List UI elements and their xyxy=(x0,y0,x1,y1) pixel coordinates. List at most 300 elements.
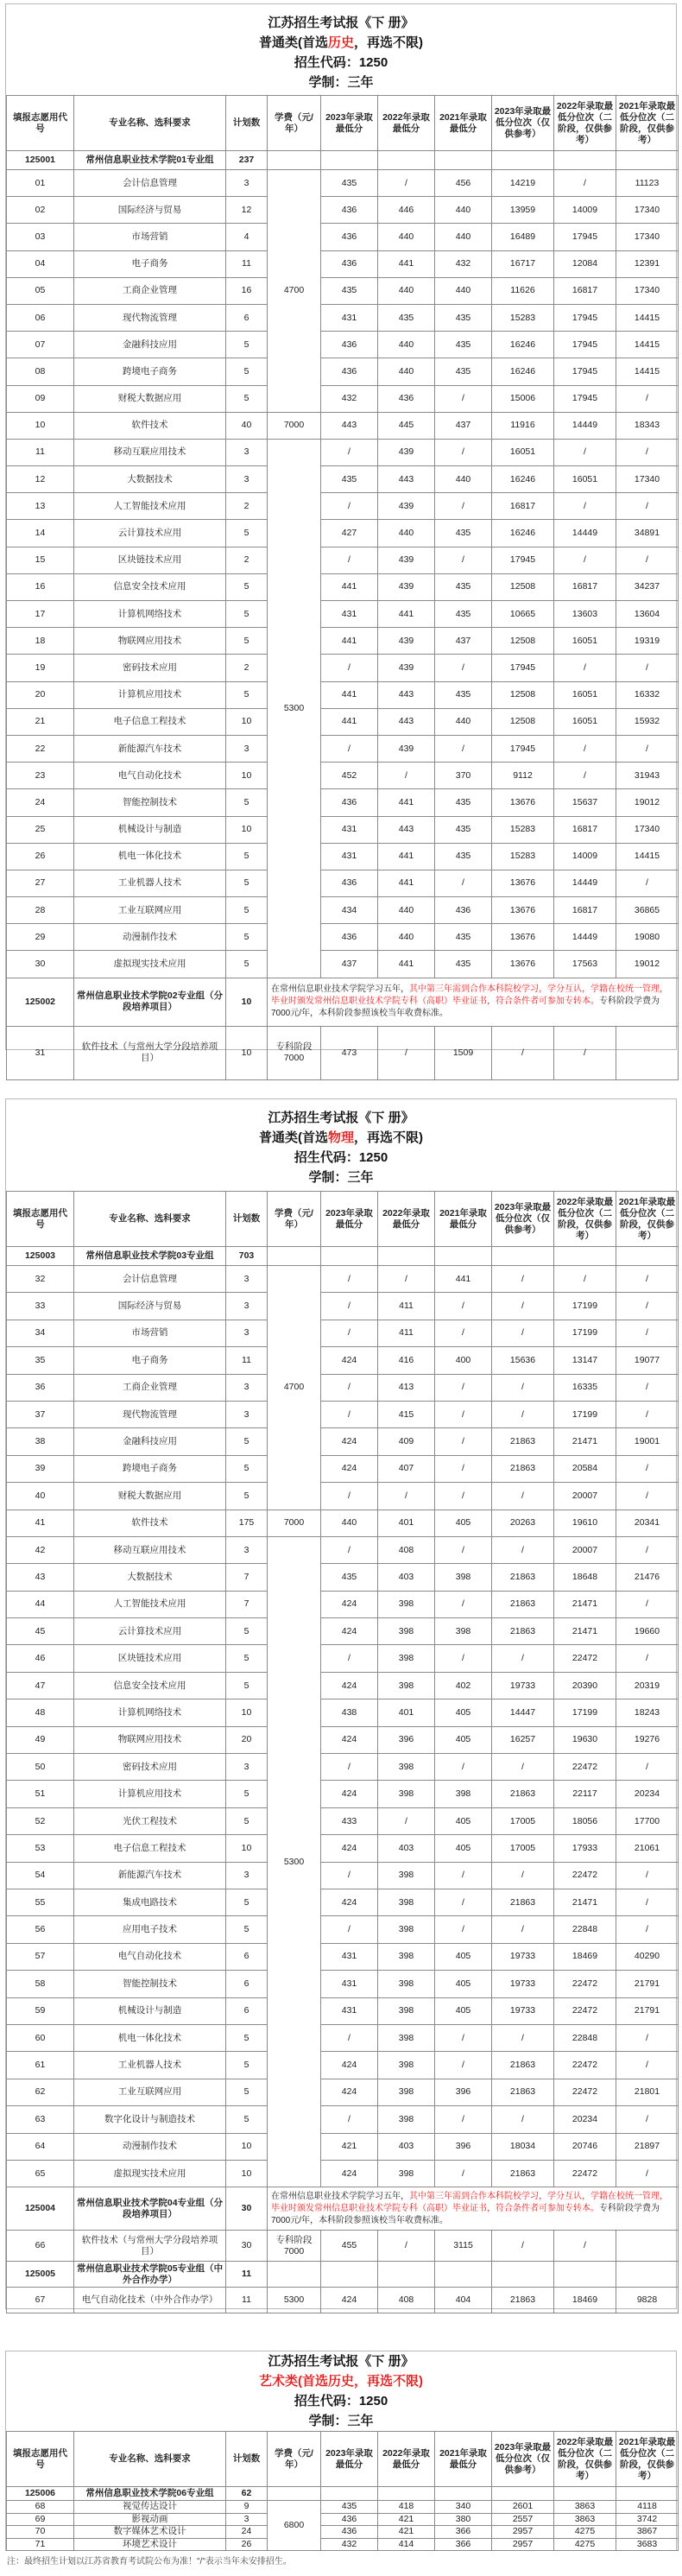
score-cell: 424 xyxy=(321,1835,378,1862)
major-name: 金融科技应用 xyxy=(74,332,226,358)
major-name: 动漫制作技术 xyxy=(74,924,226,951)
major-name: 机械设计与制造 xyxy=(74,1997,226,2024)
score-cell: 431 xyxy=(321,1997,378,2024)
empty-cell xyxy=(378,151,435,170)
plan-count: 10 xyxy=(226,1699,268,1726)
major-name: 信息安全技术应用 xyxy=(74,1672,226,1699)
major-name: 密码技术应用 xyxy=(74,1754,226,1781)
score-cell: 413 xyxy=(378,1374,435,1401)
major-name: 财税大数据应用 xyxy=(74,385,226,412)
plan-count: 5 xyxy=(226,1428,268,1455)
major-code: 18 xyxy=(7,628,74,655)
table-row xyxy=(7,1672,679,1699)
empty-cell xyxy=(435,151,492,170)
column-header: 计划数 xyxy=(226,1192,268,1247)
major-code: 24 xyxy=(7,789,74,816)
score-cell: 440 xyxy=(378,332,435,358)
score-cell: 20007 xyxy=(554,1536,616,1563)
plan-count: 5 xyxy=(226,1483,268,1510)
major-name: 财税大数据应用 xyxy=(74,1483,226,1510)
table-row xyxy=(7,1347,679,1374)
plan-count: 2 xyxy=(226,655,268,681)
score-cell: 3863 xyxy=(554,2501,616,2514)
score-cell: 436 xyxy=(321,2526,378,2539)
column-header: 计划数 xyxy=(226,2432,268,2487)
major-code: 52 xyxy=(7,1807,74,1834)
score-cell: 22117 xyxy=(554,1781,616,1807)
score-cell: 13676 xyxy=(492,789,554,816)
column-header: 2023年录取最低分位次（仅供参考） xyxy=(492,1192,554,1247)
major-name: 密码技术应用 xyxy=(74,655,226,681)
score-cell: 20390 xyxy=(554,1672,616,1699)
score-cell: / xyxy=(492,1293,554,1320)
major-name: 应用电子技术 xyxy=(74,1916,226,1943)
score-cell: 440 xyxy=(378,520,435,547)
score-cell: 443 xyxy=(378,681,435,708)
score-cell: / xyxy=(321,655,378,681)
score-cell: / xyxy=(616,1266,679,1293)
score-cell: 407 xyxy=(378,1455,435,1482)
table-row xyxy=(7,439,679,465)
score-cell: / xyxy=(435,493,492,520)
empty-cell xyxy=(554,2262,616,2288)
score-cell: 17340 xyxy=(616,277,679,304)
score-cell: 16257 xyxy=(492,1726,554,1753)
plan-count: 5 xyxy=(226,897,268,924)
score-cell: 14219 xyxy=(492,170,554,197)
tuition-fee: 5300 xyxy=(268,1536,321,2187)
score-cell: 16717 xyxy=(492,250,554,277)
score-cell: 440 xyxy=(435,466,492,493)
plan-count: 5 xyxy=(226,2106,268,2133)
score-cell: 21863 xyxy=(492,1455,554,1482)
major-code: 46 xyxy=(7,1645,74,1672)
score-cell: 19080 xyxy=(616,924,679,951)
major-code: 68 xyxy=(7,2501,74,2514)
score-cell: 435 xyxy=(435,573,492,600)
score-cell: / xyxy=(435,870,492,896)
score-cell: 441 xyxy=(378,951,435,978)
score-cell: / xyxy=(616,493,679,520)
score-cell: 411 xyxy=(378,1293,435,1320)
score-cell: / xyxy=(435,1483,492,1510)
column-header: 2021年录取最低分 xyxy=(435,2432,492,2487)
major-name: 虚拟现实技术应用 xyxy=(74,2160,226,2187)
column-header: 填报志愿用代号 xyxy=(7,1192,74,1247)
score-cell: / xyxy=(492,1536,554,1563)
major-name: 工商企业管理 xyxy=(74,1374,226,1401)
plan-count: 3 xyxy=(226,439,268,465)
empty-cell xyxy=(321,2262,378,2288)
score-cell: 11916 xyxy=(492,412,554,439)
group-name: 常州信息职业技术学院06专业组 xyxy=(74,2487,226,2501)
major-code: 34 xyxy=(7,1320,74,1346)
score-cell: 16817 xyxy=(554,573,616,600)
major-name: 电子信息工程技术 xyxy=(74,708,226,735)
score-cell: / xyxy=(435,1455,492,1482)
group-note xyxy=(268,2187,679,2231)
score-cell: 405 xyxy=(435,1997,492,2024)
score-cell: 15283 xyxy=(492,843,554,870)
score-cell: / xyxy=(321,1862,378,1889)
plan-count: 5 xyxy=(226,1455,268,1482)
empty-cell xyxy=(616,151,679,170)
major-name: 智能控制技术 xyxy=(74,789,226,816)
table-row xyxy=(7,1320,679,1346)
score-cell: 436 xyxy=(321,2513,378,2526)
major-name: 机电一体化技术 xyxy=(74,843,226,870)
score-cell: 22472 xyxy=(554,1754,616,1781)
score-cell: 436 xyxy=(378,385,435,412)
note-text: 在常州信息职业技术学院学习五年， xyxy=(271,2191,409,2201)
score-cell: 434 xyxy=(321,897,378,924)
score-cell: / xyxy=(554,735,616,762)
empty-cell xyxy=(321,151,378,170)
table-row xyxy=(7,1455,679,1482)
note-highlight: 其中第三年需到合作本科院校学习，学分互认，学籍在校统一管理，毕业时颁发常州信息职业技术学院专科（高职）毕业证书，符合条件者可参加专转本。 xyxy=(271,984,668,1007)
score-cell: / xyxy=(321,1916,378,1943)
score-cell: 435 xyxy=(321,170,378,197)
major-code: 65 xyxy=(7,2160,74,2187)
column-header: 填报志愿用代号 xyxy=(7,96,74,151)
major-code: 07 xyxy=(7,332,74,358)
empty-cell xyxy=(378,2487,435,2501)
table-row xyxy=(7,1510,679,1536)
score-cell: 405 xyxy=(435,1943,492,1970)
major-code: 31 xyxy=(7,1026,74,1079)
score-cell: / xyxy=(435,1862,492,1889)
score-cell: 440 xyxy=(378,924,435,951)
score-cell: 403 xyxy=(378,1835,435,1862)
score-cell: 16051 xyxy=(554,681,616,708)
score-cell: 13676 xyxy=(492,897,554,924)
table-row xyxy=(7,304,679,331)
column-header: 2022年录取最低分位次（二阶段，仅供参考） xyxy=(554,2432,616,2487)
score-cell: 405 xyxy=(435,1807,492,1834)
score-cell: 17199 xyxy=(554,1401,616,1427)
major-code: 59 xyxy=(7,1997,74,2024)
score-cell: 435 xyxy=(435,358,492,385)
score-cell: 403 xyxy=(378,2133,435,2160)
score-cell: / xyxy=(492,1320,554,1346)
major-name: 软件技术 xyxy=(74,1510,226,1536)
header-row xyxy=(7,96,679,151)
score-cell: 9828 xyxy=(616,2288,679,2313)
table-row xyxy=(7,2133,679,2160)
score-cell: / xyxy=(435,439,492,465)
plan-count: 10 xyxy=(226,708,268,735)
score-cell: 439 xyxy=(378,735,435,762)
score-cell: / xyxy=(554,2231,616,2262)
score-cell: / xyxy=(554,655,616,681)
table-row xyxy=(7,1564,679,1591)
table-row xyxy=(7,2538,679,2551)
major-code: 66 xyxy=(7,2231,74,2262)
score-cell: 438 xyxy=(321,1699,378,1726)
score-cell: 21801 xyxy=(616,2079,679,2105)
empty-cell xyxy=(616,2262,679,2288)
score-cell: / xyxy=(616,1645,679,1672)
score-cell: 16246 xyxy=(492,520,554,547)
score-cell: / xyxy=(492,1374,554,1401)
score-cell: 21863 xyxy=(492,1781,554,1807)
plan-count: 5 xyxy=(226,332,268,358)
score-cell: 366 xyxy=(435,2538,492,2551)
score-cell: 409 xyxy=(378,1428,435,1455)
plan-count: 5 xyxy=(226,951,268,978)
score-cell: 20319 xyxy=(616,1672,679,1699)
score-cell: 16246 xyxy=(492,466,554,493)
major-name: 人工智能技术应用 xyxy=(74,493,226,520)
plan-count: 9 xyxy=(226,2501,268,2514)
score-cell: 439 xyxy=(378,547,435,573)
plan-count: 3 xyxy=(226,466,268,493)
plan-count: 3 xyxy=(226,1862,268,1889)
score-cell: 398 xyxy=(378,2160,435,2187)
empty-cell xyxy=(435,2487,492,2501)
score-cell: 439 xyxy=(378,628,435,655)
score-cell: 14009 xyxy=(554,843,616,870)
score-cell: / xyxy=(321,1645,378,1672)
major-name: 工业机器人技术 xyxy=(74,2052,226,2079)
score-cell: 21471 xyxy=(554,1618,616,1645)
header-duration: 学制：三年 xyxy=(308,2414,374,2428)
major-name: 区块链技术应用 xyxy=(74,547,226,573)
plan-count: 5 xyxy=(226,385,268,412)
score-cell: / xyxy=(321,1536,378,1563)
empty-cell xyxy=(554,151,616,170)
score-cell: 15283 xyxy=(492,304,554,331)
score-cell: 436 xyxy=(321,789,378,816)
score-cell: 17005 xyxy=(492,1807,554,1834)
score-cell: / xyxy=(616,1401,679,1427)
note-text: 专科阶段学费为7000元/年，本科阶段参照该校当年收费标准。 xyxy=(271,2203,660,2225)
table-row xyxy=(7,1618,679,1645)
major-code: 56 xyxy=(7,1916,74,1943)
group-row xyxy=(7,2262,679,2288)
score-cell: 424 xyxy=(321,1591,378,1617)
header-category: 普通类(首选历史，再选不限) xyxy=(258,35,423,50)
score-cell: 12508 xyxy=(492,681,554,708)
score-cell: 398 xyxy=(378,1672,435,1699)
empty-cell xyxy=(268,2487,321,2501)
score-cell: 415 xyxy=(378,1401,435,1427)
plan-count: 10 xyxy=(226,2133,268,2160)
score-cell: 18648 xyxy=(554,1564,616,1591)
table-row xyxy=(7,250,679,277)
table-row xyxy=(7,870,679,896)
score-cell: / xyxy=(435,1320,492,1346)
score-cell: 456 xyxy=(435,170,492,197)
score-cell: 398 xyxy=(378,1781,435,1807)
score-cell: 14449 xyxy=(554,412,616,439)
score-cell: 435 xyxy=(321,2501,378,2514)
plan-count: 7 xyxy=(226,1591,268,1617)
score-cell: 16335 xyxy=(554,1374,616,1401)
score-cell: 396 xyxy=(435,2133,492,2160)
major-name: 动漫制作技术 xyxy=(74,2133,226,2160)
score-cell: / xyxy=(378,1483,435,1510)
empty-cell xyxy=(616,2487,679,2501)
score-cell: 21476 xyxy=(616,1564,679,1591)
score-cell: 13676 xyxy=(492,924,554,951)
score-cell: / xyxy=(554,439,616,465)
major-name: 集成电路技术 xyxy=(74,1889,226,1915)
table-row xyxy=(7,789,679,816)
score-cell: 445 xyxy=(378,412,435,439)
plan-count: 5 xyxy=(226,628,268,655)
score-cell: 15637 xyxy=(554,789,616,816)
major-code: 14 xyxy=(7,520,74,547)
column-header: 填报志愿用代号 xyxy=(7,2432,74,2487)
score-cell: 15636 xyxy=(492,1347,554,1374)
table-row xyxy=(7,493,679,520)
score-cell: 16817 xyxy=(554,277,616,304)
table-row xyxy=(7,573,679,600)
score-cell: 16051 xyxy=(492,439,554,465)
major-name: 物联网应用技术 xyxy=(74,628,226,655)
major-code: 45 xyxy=(7,1618,74,1645)
major-name: 人工智能技术应用 xyxy=(74,1591,226,1617)
table-row xyxy=(7,843,679,870)
score-cell: 366 xyxy=(435,2526,492,2539)
major-code: 38 xyxy=(7,1428,74,1455)
major-name: 国际经济与贸易 xyxy=(74,197,226,224)
score-cell: / xyxy=(492,1645,554,1672)
group-row xyxy=(7,1247,679,1266)
major-code: 02 xyxy=(7,197,74,224)
major-code: 35 xyxy=(7,1347,74,1374)
score-cell: 21863 xyxy=(492,2079,554,2105)
score-cell: 443 xyxy=(378,816,435,843)
plan-count: 6 xyxy=(226,1943,268,1970)
tuition-fee: 6800 xyxy=(268,2501,321,2551)
column-header: 2023年录取最低分 xyxy=(321,2432,378,2487)
score-cell: 398 xyxy=(435,1564,492,1591)
group-row xyxy=(7,978,679,1026)
score-cell: 3115 xyxy=(435,2231,492,2262)
score-cell: 12508 xyxy=(492,628,554,655)
score-cell: 403 xyxy=(378,1564,435,1591)
score-cell: 439 xyxy=(378,573,435,600)
major-name: 国际经济与贸易 xyxy=(74,1293,226,1320)
score-cell: / xyxy=(321,493,378,520)
score-cell: / xyxy=(616,655,679,681)
score-cell: 3742 xyxy=(616,2513,679,2526)
score-cell: 432 xyxy=(321,2538,378,2551)
table-row xyxy=(7,1536,679,1563)
major-code: 09 xyxy=(7,385,74,412)
score-cell: 439 xyxy=(378,439,435,465)
score-cell: 424 xyxy=(321,1455,378,1482)
major-code: 54 xyxy=(7,1862,74,1889)
score-cell: 20263 xyxy=(492,1510,554,1536)
empty-cell xyxy=(321,2487,378,2501)
score-cell: 401 xyxy=(378,1510,435,1536)
score-cell: 398 xyxy=(378,1591,435,1617)
score-cell: 435 xyxy=(435,332,492,358)
major-code: 53 xyxy=(7,1835,74,1862)
score-cell: 441 xyxy=(321,628,378,655)
score-cell: 441 xyxy=(378,601,435,628)
score-cell: 14415 xyxy=(616,358,679,385)
group-row xyxy=(7,2487,679,2501)
score-cell: 431 xyxy=(321,601,378,628)
column-header: 2021年录取最低分位次（二阶段，仅供参考） xyxy=(616,96,679,151)
empty-cell xyxy=(492,2262,554,2288)
score-cell: 424 xyxy=(321,1889,378,1915)
column-header: 2021年录取最低分 xyxy=(435,96,492,151)
major-code: 01 xyxy=(7,170,74,197)
major-code: 11 xyxy=(7,439,74,465)
score-cell: 17945 xyxy=(492,735,554,762)
group-code: 125001 xyxy=(7,151,74,170)
score-cell: / xyxy=(435,1536,492,1563)
tuition-fee: 4700 xyxy=(268,1266,321,1510)
column-header: 2022年录取最低分位次（二阶段，仅供参考） xyxy=(554,96,616,151)
score-cell: 17945 xyxy=(492,547,554,573)
major-name: 跨境电子商务 xyxy=(74,358,226,385)
score-cell: 19319 xyxy=(616,628,679,655)
score-cell: 441 xyxy=(378,870,435,896)
score-cell: 13603 xyxy=(554,601,616,628)
column-header: 2023年录取最低分位次（仅供参考） xyxy=(492,96,554,151)
score-cell: 440 xyxy=(435,277,492,304)
score-cell: 436 xyxy=(435,897,492,924)
score-cell: / xyxy=(616,1483,679,1510)
score-cell: 424 xyxy=(321,1618,378,1645)
score-cell: / xyxy=(616,385,679,412)
score-cell: 402 xyxy=(435,1672,492,1699)
plan-count: 7 xyxy=(226,1564,268,1591)
score-cell: 18243 xyxy=(616,1699,679,1726)
major-name: 软件技术（与常州大学分段培养项目） xyxy=(74,2231,226,2262)
score-cell: / xyxy=(435,735,492,762)
column-header: 2021年录取最低分位次（二阶段，仅供参考） xyxy=(616,1192,679,1247)
score-cell: 16817 xyxy=(492,493,554,520)
score-cell: 440 xyxy=(435,708,492,735)
major-code: 57 xyxy=(7,1943,74,1970)
score-cell: 398 xyxy=(435,1618,492,1645)
table-row xyxy=(7,628,679,655)
score-cell: 4118 xyxy=(616,2501,679,2514)
score-cell: / xyxy=(435,1916,492,1943)
score-cell: 14415 xyxy=(616,304,679,331)
major-code: 17 xyxy=(7,601,74,628)
column-header: 计划数 xyxy=(226,96,268,151)
score-cell: / xyxy=(492,1862,554,1889)
plan-count: 5 xyxy=(226,1645,268,1672)
group-code: 125006 xyxy=(7,2487,74,2501)
table-row xyxy=(7,816,679,843)
score-cell: 398 xyxy=(378,1943,435,1970)
score-cell: 370 xyxy=(435,763,492,789)
major-name: 现代物流管理 xyxy=(74,1401,226,1427)
score-cell: 436 xyxy=(321,250,378,277)
note-text: 专科阶段学费为7000元/年，本科阶段参照该校当年收费标准。 xyxy=(271,997,660,1019)
table-row xyxy=(7,520,679,547)
major-code: 06 xyxy=(7,304,74,331)
score-cell: 396 xyxy=(435,2079,492,2105)
score-cell: / xyxy=(616,1374,679,1401)
score-cell: 427 xyxy=(321,520,378,547)
header-row xyxy=(7,1192,679,1247)
major-name: 电子商务 xyxy=(74,250,226,277)
score-cell: 398 xyxy=(378,1645,435,1672)
score-cell: 439 xyxy=(378,655,435,681)
table-row xyxy=(7,681,679,708)
score-cell: 16817 xyxy=(554,897,616,924)
